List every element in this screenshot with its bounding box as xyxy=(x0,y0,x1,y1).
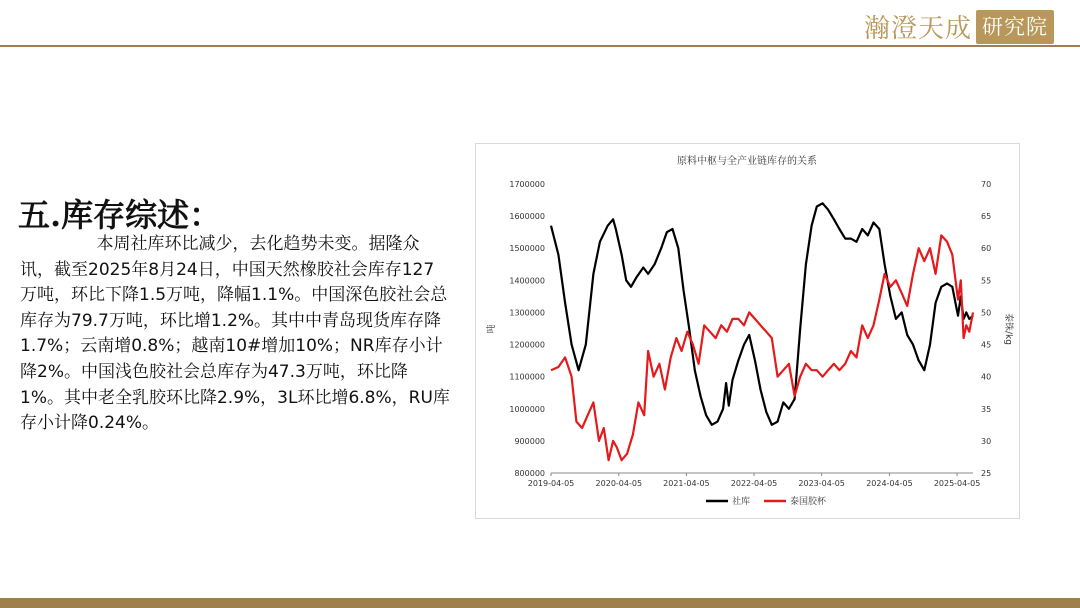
y-right-tick-label: 35 xyxy=(981,404,992,414)
chart-title: 原料中枢与全产业链库存的关系 xyxy=(677,156,817,167)
section-heading: 五.库存综述： xyxy=(18,196,222,234)
x-tick-label: 2025-04-05 xyxy=(933,479,981,488)
logo-text: 瀚澄天成 xyxy=(863,14,972,44)
y-right-tick-label: 50 xyxy=(981,308,992,318)
y-right-tick-label: 30 xyxy=(981,436,992,446)
y-left-tick-label: 1500000 xyxy=(509,244,545,254)
y-left-tick-label: 800000 xyxy=(514,469,545,478)
y-right-axis-label: 泰铢/kg xyxy=(1003,313,1013,345)
y-right-tick-label: 45 xyxy=(981,340,992,350)
x-tick-label: 2019-04-05 xyxy=(527,479,575,488)
y-left-tick-label: 1200000 xyxy=(509,340,545,350)
chart-axes xyxy=(509,180,991,488)
x-tick-label: 2023-04-05 xyxy=(798,479,845,488)
y-left-tick-label: 1300000 xyxy=(509,308,545,318)
x-tick-label: 2024-04-05 xyxy=(866,479,913,488)
y-left-axis-label: 吨 xyxy=(487,324,497,334)
y-left-tick-label: 1100000 xyxy=(509,372,545,382)
x-tick-label: 2021-04-05 xyxy=(663,479,710,488)
legend-label: 泰国胶杯 xyxy=(790,497,827,507)
company-logo xyxy=(864,8,1054,45)
series-line-cup-lump-price xyxy=(551,235,973,460)
y-right-tick-label: 65 xyxy=(981,212,992,222)
legend-label: 社库 xyxy=(732,497,751,507)
x-tick-label: 2022-04-05 xyxy=(730,479,778,488)
x-tick-label: 2020-04-05 xyxy=(595,479,643,488)
y-left-tick-label: 1700000 xyxy=(509,180,545,189)
footer-bar xyxy=(0,598,1080,608)
y-left-tick-label: 900000 xyxy=(514,436,545,446)
y-left-tick-label: 1000000 xyxy=(509,404,545,414)
chart-panel xyxy=(475,143,1020,519)
y-right-tick-label: 25 xyxy=(981,469,992,478)
chart-legend xyxy=(706,495,827,507)
logo-box: 研究院 xyxy=(976,10,1054,44)
y-right-tick-label: 55 xyxy=(981,276,992,286)
section-body-text: 本周社库环比减少，去化趋势未变。据隆众讯，截至2025年8月24日，中国天然橡胶社会库存127万吨，环比下降1.5万吨，降幅1.1%。中国深色胶社会总库存为79.7万吨，环比增1.2%。其中中青岛现货库存降1.7%；云南增0.8%；越南10#增加10%；NR库存小计降2%。中国浅色胶社会总库存为47.3万吨，环比降1%。其中老全乳胶环比降2.9%，3L环比增6.8%，RU库存小计降0.24%。 xyxy=(20,234,450,434)
chart-series-lines xyxy=(551,203,973,460)
series-line-inventory xyxy=(551,203,973,424)
y-right-tick-label: 60 xyxy=(981,244,992,254)
y-right-tick-label: 40 xyxy=(981,372,992,382)
inventory-price-line-chart xyxy=(476,144,1019,518)
y-right-tick-label: 70 xyxy=(981,180,992,189)
y-left-tick-label: 1400000 xyxy=(509,276,545,286)
y-left-tick-label: 1600000 xyxy=(509,212,545,222)
header-divider xyxy=(0,45,1080,47)
